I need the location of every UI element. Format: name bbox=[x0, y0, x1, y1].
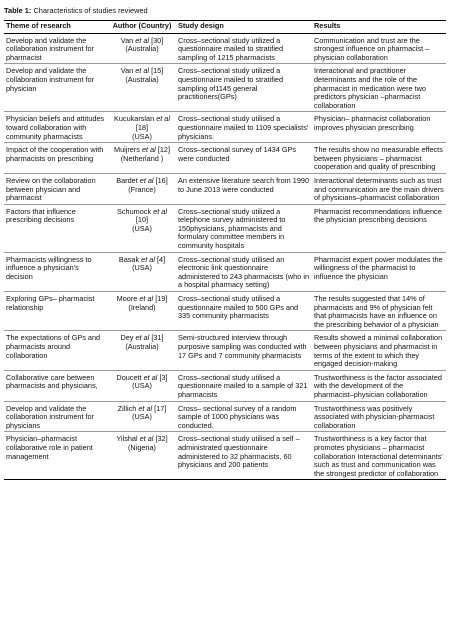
author-reference: [17] bbox=[154, 403, 167, 413]
author-name: Doucett bbox=[116, 372, 142, 382]
author-etal: et al bbox=[143, 372, 158, 382]
author-reference: [19] bbox=[155, 294, 168, 304]
cell-study-design: Cross–sectional survey of 1434 GPs were conducted bbox=[176, 143, 312, 174]
cell-study-design: Semi-structured interview through purposive sampling was conducted with 17 GPs and 7 community pharmacists bbox=[176, 331, 312, 370]
table-row bbox=[4, 292, 446, 331]
table-row bbox=[4, 112, 446, 143]
cell-author bbox=[108, 173, 176, 204]
cell-study-design: Cross–sectional study utilized a questionnaire mailed to stratified sampling of1145 general practitioners(GPs) bbox=[176, 64, 312, 112]
cell-theme: Physician beliefs and attitudes toward collaboration with community pharmacists bbox=[4, 112, 108, 143]
author-etal: et al bbox=[156, 114, 170, 124]
author-name: Basak bbox=[118, 254, 140, 264]
author-name: Van bbox=[120, 35, 134, 45]
table-caption-text: Characteristics of studies reviewed bbox=[33, 6, 148, 15]
studies-table bbox=[4, 20, 446, 480]
cell-study-design: Cross–sectional study utilised an electronic link questionnaire administered to 243 pharmacists (who in a hospital pharmacy setting) bbox=[176, 252, 312, 291]
author-etal: et al bbox=[135, 66, 150, 76]
author-name: Schumock bbox=[117, 206, 152, 216]
cell-results: Trustworthiness is the factor associated with the development of the pharmacist–physician collaboration bbox=[312, 370, 446, 401]
author-name: Muijrers bbox=[114, 145, 140, 155]
author-etal: et al bbox=[139, 434, 154, 444]
cell-results: Pharmacist expert power modulates the willingness of the pharmacist to influence the physician bbox=[312, 252, 446, 291]
author-country: (USA) bbox=[132, 381, 152, 391]
author-country: (Australia) bbox=[125, 342, 159, 351]
cell-author bbox=[108, 331, 176, 370]
author-reference: [10] bbox=[135, 215, 149, 225]
table-caption bbox=[4, 6, 148, 15]
author-name: Van bbox=[120, 66, 134, 76]
cell-study-design: Cross–sectional study utilised a questionnaire mailed to a sample of 321 pharmacists bbox=[176, 370, 312, 401]
cell-results: The results show no measurable effects between physicians – pharmacist cooperation and quality of prescribing bbox=[312, 143, 446, 174]
author-country: (Nigeria) bbox=[128, 442, 156, 452]
author-country: (USA) bbox=[132, 412, 152, 422]
cell-author bbox=[108, 204, 176, 252]
table-row bbox=[4, 64, 446, 112]
table-row bbox=[4, 331, 446, 370]
cell-theme: Pharmacists willingness to influence a physician's decision bbox=[4, 252, 108, 291]
table-row bbox=[4, 401, 446, 432]
author-country: (Australia) bbox=[125, 74, 159, 84]
author-country: (Netherland ) bbox=[120, 153, 164, 163]
cell-theme: Develop and validate the collaboration instrument for pharmacist bbox=[4, 33, 108, 64]
author-etal: et al bbox=[135, 35, 150, 45]
author-country: (Australia) bbox=[125, 44, 159, 54]
author-reference: [12] bbox=[157, 145, 170, 155]
cell-author bbox=[108, 432, 176, 480]
cell-author bbox=[108, 252, 176, 291]
cell-author bbox=[108, 64, 176, 112]
cell-results: Physician– pharmacist collaboration improves physician prescribing bbox=[312, 112, 446, 143]
author-etal: et al bbox=[141, 254, 155, 264]
author-country: (Ireland) bbox=[128, 302, 156, 312]
cell-study-design: An extensive literature search from 1990 to June 2013 were conducted bbox=[176, 173, 312, 204]
author-name: Zillich bbox=[117, 403, 137, 413]
table-row bbox=[4, 173, 446, 204]
author-name: Kucukarslan bbox=[114, 114, 155, 124]
table-row bbox=[4, 143, 446, 174]
author-reference: [32] bbox=[155, 434, 168, 444]
cell-theme: Review on the collaboration between physician and pharmacist bbox=[4, 173, 108, 204]
author-reference: [3] bbox=[159, 372, 168, 382]
author-etal: et al bbox=[141, 145, 156, 155]
cell-theme: Develop and validate the collaboration instrument for physicians bbox=[4, 401, 108, 432]
cell-study-design: Cross–sectional study utilised a questionnaire mailed to 500 GPs and 335 community pharmacists bbox=[176, 292, 312, 331]
author-etal: et al bbox=[153, 206, 167, 216]
cell-results: The results suggested that 14% of pharmacists and 9% of physician felt that pharmacists have an influence on the prescribing behavior of a physician bbox=[312, 292, 446, 331]
cell-author bbox=[108, 112, 176, 143]
cell-results: Pharmacist recommendations influence the physician prescribing decisions bbox=[312, 204, 446, 252]
table-row bbox=[4, 432, 446, 480]
author-name: Dey bbox=[120, 333, 134, 343]
cell-results: Trustworthiness is a key factor that promotes physicians – pharmacist collaboration Interactional determinants' such as trust and communication was the strongest predictor of collaboration bbox=[312, 432, 446, 480]
cell-study-design: Cross–sectional study utilised a self –administrated questionnaire administered to 32 pharmacists, 60 physicians and 200 patients bbox=[176, 432, 312, 480]
author-country: (USA) bbox=[132, 131, 152, 141]
author-reference: [30] bbox=[151, 35, 164, 45]
author-reference: [15] bbox=[151, 66, 164, 76]
header-theme: Theme of research bbox=[4, 21, 108, 34]
cell-study-design: Cross–sectional study utilized a questionnaire mailed to stratified sampling of 1215 pharmacists bbox=[176, 33, 312, 64]
header-author: Author (Country) bbox=[108, 21, 176, 34]
header-design: Study design bbox=[176, 21, 312, 34]
table-row bbox=[4, 252, 446, 291]
cell-author bbox=[108, 33, 176, 64]
author-reference: [18] bbox=[135, 122, 149, 132]
cell-results: Interactional determinants such as trust and communication are the main drivers of physicians–pharmacist collaboration bbox=[312, 173, 446, 204]
cell-theme: Collaborative care between pharmacists and physicians, bbox=[4, 370, 108, 401]
cell-theme: Physician–pharmacist collaborative role in patient management bbox=[4, 432, 108, 480]
cell-results: Trustworthiness was positively associated with physician-pharmacist collaboration bbox=[312, 401, 446, 432]
cell-theme: Factors that influence prescribing decisions bbox=[4, 204, 108, 252]
author-name: Bardet bbox=[116, 175, 138, 185]
author-etal: et al bbox=[139, 175, 154, 185]
cell-author bbox=[108, 370, 176, 401]
cell-theme: Develop and validate the collaboration instrument for physician bbox=[4, 64, 108, 112]
cell-study-design: Cross–sectional study utilized a telephone survey administered to 150physicians, pharmacists and formulary committee members in community hospitals bbox=[176, 204, 312, 252]
cell-author bbox=[108, 292, 176, 331]
author-reference: [31] bbox=[151, 333, 164, 343]
table-row bbox=[4, 370, 446, 401]
cell-results: Results showed a minimal collaboration between physicians and pharmacist in terms of the extent to which they engaged decision-making bbox=[312, 331, 446, 370]
author-country: (USA) bbox=[132, 263, 152, 273]
author-country: (USA) bbox=[132, 223, 152, 233]
table-row bbox=[4, 204, 446, 252]
author-etal: et al bbox=[138, 403, 153, 413]
cell-results: Interactional and practitioner determinants and the role of the pharmacist in medication were two predictors physician –pharmacist collaboration bbox=[312, 64, 446, 112]
header-row bbox=[4, 21, 446, 34]
author-name: Moore bbox=[116, 294, 138, 304]
cell-study-design: Cross– sectional survey of a random sample of 1000 physicians was conducted. bbox=[176, 401, 312, 432]
cell-author bbox=[108, 143, 176, 174]
table-caption-label: Table 1: bbox=[4, 6, 32, 15]
cell-author bbox=[108, 401, 176, 432]
table-body bbox=[4, 33, 446, 480]
cell-theme: Impact of the cooperation with pharmacists on prescribing bbox=[4, 143, 108, 174]
author-country: (France) bbox=[128, 184, 156, 194]
author-etal: et al bbox=[139, 294, 154, 304]
cell-study-design: Cross–sectional study utilised a questionnaire mailed to 1109 specialists' physicians. bbox=[176, 112, 312, 143]
header-results: Results bbox=[312, 21, 446, 34]
table-header bbox=[4, 21, 446, 34]
author-reference: [16] bbox=[155, 175, 168, 185]
author-etal: et al bbox=[135, 333, 150, 343]
cell-theme: The expectations of GPs and pharmacists around collaboration bbox=[4, 331, 108, 370]
cell-results: Communication and trust are the strongest influence on pharmacist – physician collaboration bbox=[312, 33, 446, 64]
author-reference: [4] bbox=[157, 254, 166, 264]
cell-theme: Exploring GPs– pharmacist relationship bbox=[4, 292, 108, 331]
table-row bbox=[4, 33, 446, 64]
author-name: Yilshal bbox=[116, 434, 138, 444]
